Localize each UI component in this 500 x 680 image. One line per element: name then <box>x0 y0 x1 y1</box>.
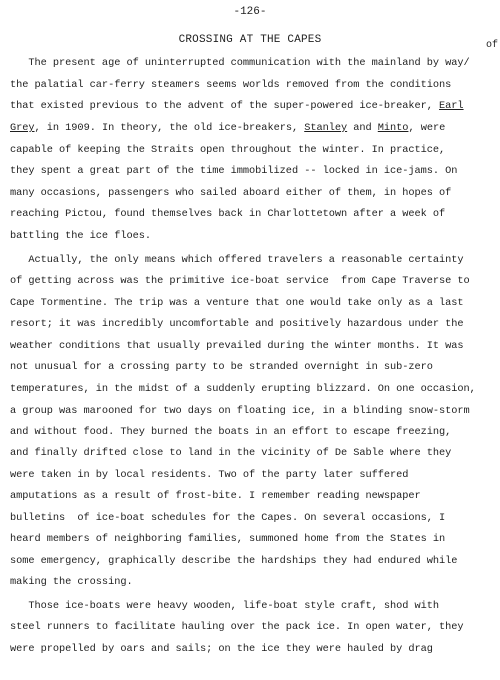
text-segment: Cape Tormentine. The trip was a venture that one would take only as a last <box>10 297 464 309</box>
text-line <box>10 165 457 177</box>
text-segment: bulletins of ice-boat schedules for the Capes. On several occasions, I <box>10 512 446 524</box>
text-segment: reaching Pictou, found themselves back in Charlottetown after a week of <box>10 208 446 220</box>
text-segment: and finally drifted close to land in the vicinity of De Sable where they <box>10 447 452 459</box>
text-segment: the palatial car-ferry steamers seems worlds removed from the conditions <box>10 79 452 91</box>
text-segment: were propelled by oars and sails; on the ice they were hauled by drag <box>10 643 433 655</box>
text-segment: not unusual for a crossing party to be stranded overnight in sub-zero <box>10 361 433 373</box>
underlined-ship-name: Minto <box>377 122 409 134</box>
underlined-ship-name: Earl <box>439 100 464 112</box>
text-line <box>10 533 445 545</box>
text-line <box>10 512 445 524</box>
text-line <box>10 208 445 220</box>
text-line <box>10 275 470 287</box>
text-line <box>10 447 451 459</box>
text-line <box>10 340 464 352</box>
page-number: -126- <box>233 6 267 18</box>
text-segment: making the crossing. <box>10 576 133 588</box>
text-line <box>10 79 451 91</box>
text-segment: , were <box>408 122 446 134</box>
text-segment: some emergency, graphically describe the hardships they had endured while <box>10 555 458 567</box>
text-line <box>10 297 464 309</box>
text-line <box>10 600 439 612</box>
text-segment: steel runners to facilitate hauling over the pack ice. In open water, they <box>10 621 464 633</box>
text-segment: amputations as a result of frost-bite. I remember reading newspaper <box>10 490 421 502</box>
text-line <box>10 469 408 481</box>
text-segment: that existed previous to the advent of the super-powered ice-breaker, <box>10 100 440 112</box>
text-segment: weather conditions that usually prevailed during the winter months. It was <box>10 340 464 352</box>
text-segment: they spent a great part of the time immobilized -- locked in ice-jams. On <box>10 165 458 177</box>
chapter-title: CROSSING AT THE CAPES <box>178 34 322 46</box>
text-line <box>10 57 470 69</box>
text-segment: , in 1909. In theory, the old ice-breakers, <box>34 122 305 134</box>
text-segment: The present age of uninterrupted communication with the mainland by way/ <box>10 57 470 69</box>
text-segment: Those ice-boats were heavy wooden, life-boat style craft, shod with <box>10 600 440 612</box>
text-segment: a group was marooned for two days on floating ice, in a blinding snow-storm <box>10 405 470 417</box>
text-segment: many occasions, passengers who sailed aboard either of them, in hopes of <box>10 187 452 199</box>
text-line <box>10 144 445 156</box>
text-segment: Actually, the only means which offered travelers a reasonable certainty <box>10 254 464 266</box>
text-segment: were taken in by local residents. Two of the party later suffered <box>10 469 409 481</box>
text-line <box>10 643 433 655</box>
text-line <box>10 361 433 373</box>
text-segment: and without food. They burned the boats in an effort to escape freezing, <box>10 426 452 438</box>
text-segment: and <box>347 122 378 134</box>
text-segment: capable of keeping the Straits open throughout the winter. In practice, <box>10 144 446 156</box>
text-line <box>10 383 476 395</box>
margin-note: of <box>485 40 498 51</box>
text-line <box>10 122 445 134</box>
text-segment: heard members of neighboring families, summoned home from the States in <box>10 533 446 545</box>
text-line <box>10 318 464 330</box>
text-line <box>10 405 470 417</box>
text-line <box>10 230 151 242</box>
underlined-ship-name: Stanley <box>304 122 348 134</box>
text-line <box>10 254 464 266</box>
text-line <box>10 576 133 588</box>
text-line <box>10 100 464 112</box>
text-segment: temperatures, in the midst of a suddenly erupting blizzard. On one occasion, <box>10 383 476 395</box>
text-segment: of getting across was the primitive ice-boat service from Cape Traverse to <box>10 275 470 287</box>
underlined-ship-name: Grey <box>10 122 35 134</box>
text-segment: resort; it was incredibly uncomfortable and positively hazardous under the <box>10 318 464 330</box>
text-line <box>10 555 457 567</box>
text-segment: battling the ice floes. <box>10 230 151 242</box>
text-line <box>10 187 451 199</box>
text-line <box>10 426 451 438</box>
text-line <box>10 490 421 502</box>
text-line <box>10 621 464 633</box>
